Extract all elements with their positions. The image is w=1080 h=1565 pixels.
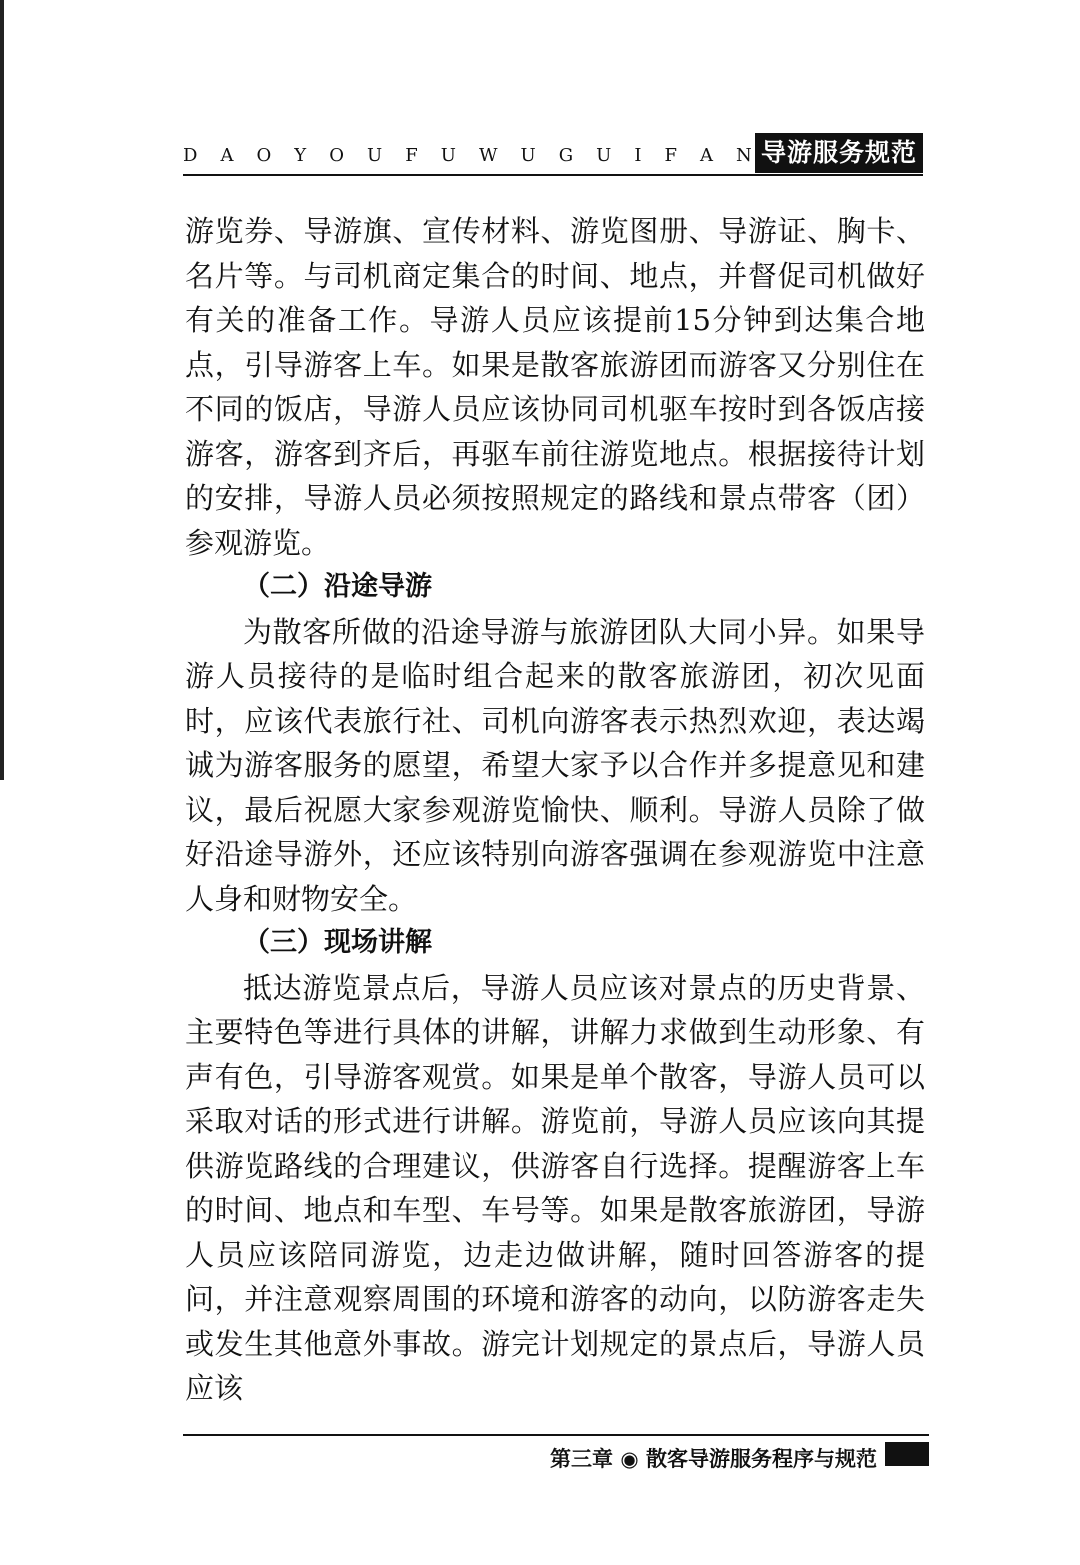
- body-paragraph: 为散客所做的沿途导游与旅游团队大同小异。如果导游人员接待的是临时组合起来的散客旅游团，初次见面时，应该代表旅行社、司机向游客表示热烈欢迎，表达竭诚为游客服务的愿望，希望大家予以合作并多提意见和建议，最后祝愿大家参观游览愉快、顺利。导游人员除了做好沿途导游外，还应该特别向游客强调在参观游览中注意人身和财物安全。: [185, 614, 925, 916]
- section-heading: （三）现场讲解: [243, 927, 432, 958]
- header-letter: F: [405, 145, 419, 166]
- header-letter: G: [558, 145, 575, 166]
- page-body: [185, 209, 925, 1411]
- body-paragraph: 抵达游览景点后，导游人员应该对景点的历史背景、主要特色等进行具体的讲解，讲解力求做到生动形象、有声有色，引导游客观赏。如果是单个散客，导游人员可以采取对话的形式进行讲解。游览前，导游人员应该向其提供游览路线的合理建议，供游客自行选择。提醒游客上车的时间、地点和车型、车号等。如果是散客旅游团，导游人员应该陪同游览，边走边做讲解，随时回答游客的提问，并注意观察周围的环境和游客的动向，以防游客走失或发生其他意外事故。游完计划规定的景点后，导游人员应该: [185, 970, 925, 1405]
- footer-rule: [183, 1434, 929, 1436]
- header-book-title: 导游服务规范: [755, 133, 923, 173]
- header-letter: W: [478, 145, 499, 166]
- header-letter: F: [664, 145, 678, 166]
- header-letter: D: [183, 145, 199, 166]
- header-pinyin: [183, 145, 753, 166]
- header-rule: [183, 174, 923, 176]
- header-letter: U: [367, 145, 384, 166]
- scan-edge-shadow: [0, 0, 4, 780]
- header-letter: U: [596, 145, 613, 166]
- footer-chapter-title: 第三章 ◉ 散客导游服务程序与规范: [550, 1447, 877, 1471]
- header-letter: N: [736, 145, 753, 166]
- body-paragraph: 游览券、导游旗、宣传材料、游览图册、导游证、胸卡、名片等。与司机商定集合的时间、地点，并督促司机做好有关的准备工作。导游人员应该提前15分钟到达集合地点，引导游客上车。如果是散客旅游团而游客又分别住在不同的饭店，导游人员应该协同司机驱车按时到各饭店接游客，游客到齐后，再驱车前往游览地点。根据接待计划的安排，导游人员必须按照规定的路线和景点带客（团）参观游览。: [185, 214, 925, 560]
- header-letter: A: [220, 145, 235, 166]
- header-letter: O: [256, 145, 273, 166]
- running-footer: [183, 1434, 929, 1474]
- page-number-block: [885, 1442, 929, 1466]
- header-letter: U: [440, 145, 457, 166]
- header-letter: Y: [294, 145, 308, 166]
- running-header: [183, 133, 923, 177]
- section-heading: （二）沿途导游: [243, 571, 432, 602]
- header-letter: A: [700, 145, 715, 166]
- header-letter: I: [634, 145, 643, 166]
- header-letter: O: [329, 145, 345, 166]
- header-letter: U: [520, 145, 537, 166]
